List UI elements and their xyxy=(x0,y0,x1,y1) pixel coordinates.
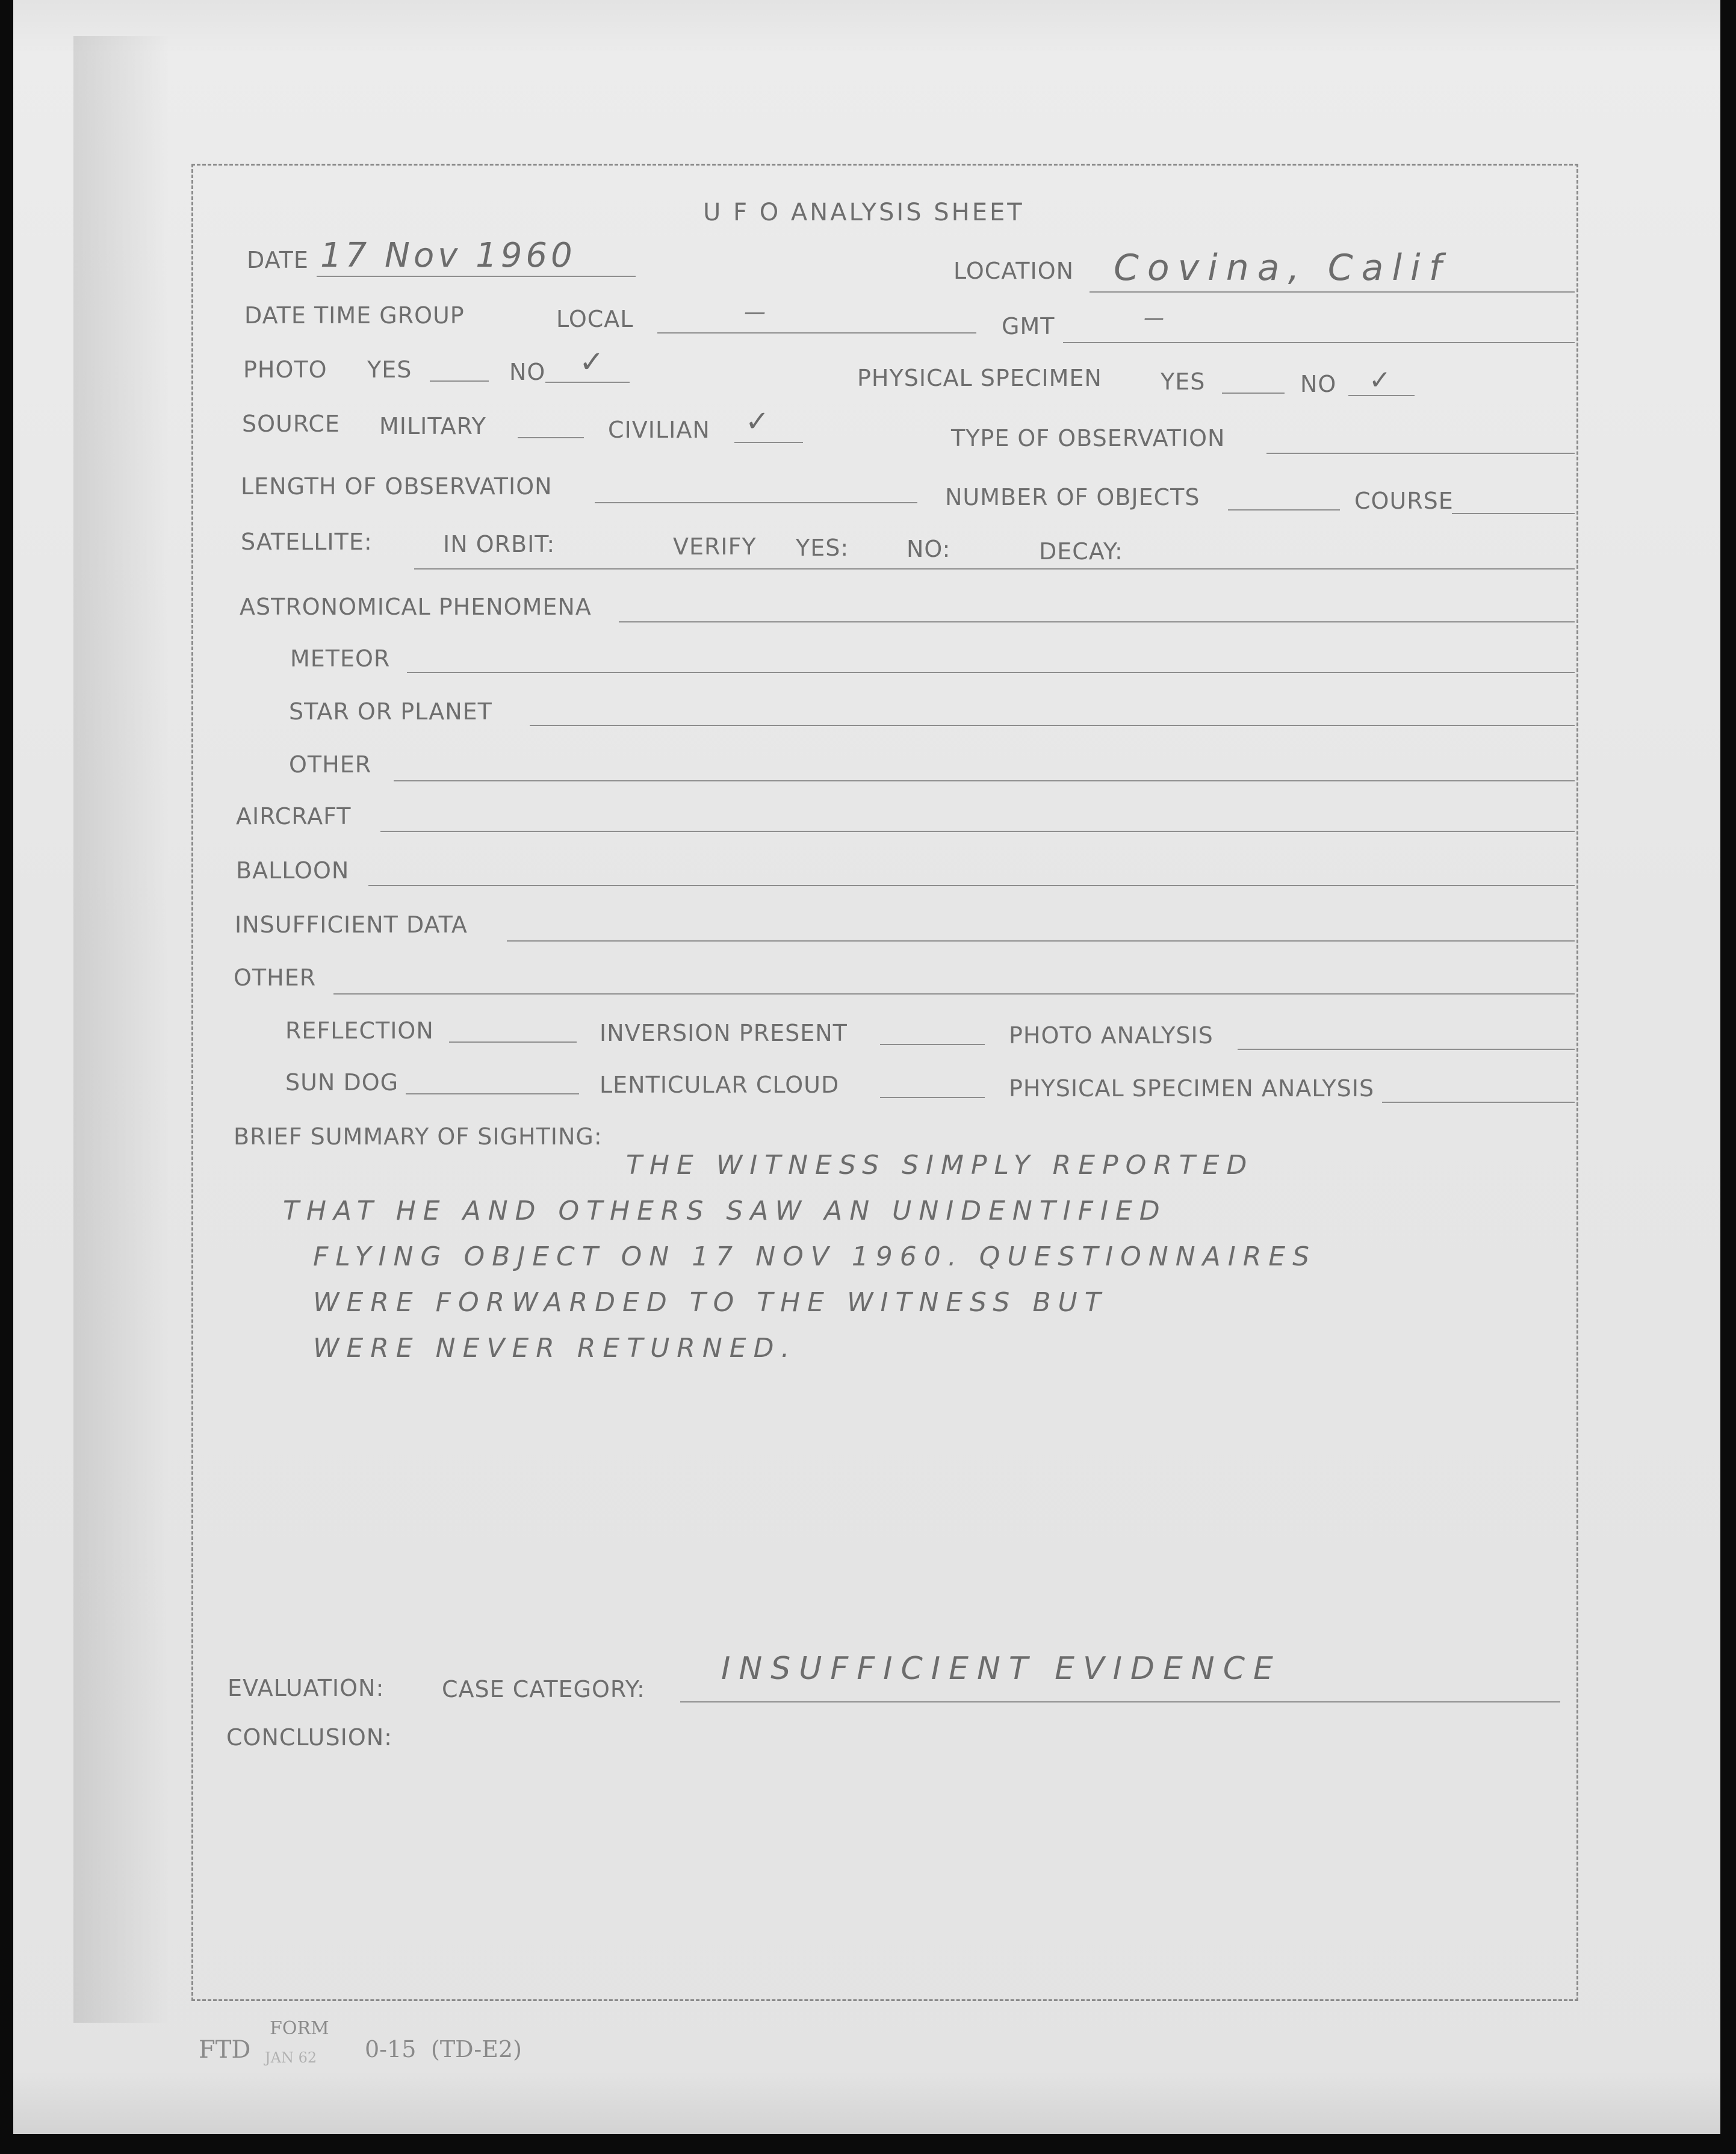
gmt-line xyxy=(1063,342,1575,343)
astronomical-other-line xyxy=(394,780,1575,781)
sun-dog-label: SUN DOG xyxy=(285,1069,399,1096)
military-label: MILITARY xyxy=(379,413,486,439)
reflection-line xyxy=(449,1041,577,1043)
other-line xyxy=(333,993,1575,995)
location-label: LOCATION xyxy=(953,258,1074,284)
satellite-label: SATELLITE: xyxy=(241,529,373,555)
inversion-present-line xyxy=(880,1044,985,1045)
physical-specimen-analysis-line xyxy=(1382,1102,1575,1103)
decay-label: DECAY: xyxy=(1039,538,1123,565)
evaluation-label: EVALUATION: xyxy=(228,1675,385,1701)
case-category-line xyxy=(680,1701,1560,1702)
course-line xyxy=(1452,513,1575,514)
type-of-observation-line xyxy=(1266,453,1575,454)
photo-analysis-line xyxy=(1238,1049,1575,1050)
in-orbit-label: IN ORBIT: xyxy=(443,531,556,557)
photo-yes-line xyxy=(430,380,489,382)
footer-form-number: 0-15 xyxy=(365,2036,417,2062)
date-line xyxy=(317,276,636,277)
summary-line-3: FLYING OBJECT ON 17 NOV 1960. QUESTIONNAIRES xyxy=(313,1241,1316,1272)
civilian-checkmark: ✓ xyxy=(745,405,776,438)
balloon-label: BALLOON xyxy=(236,857,350,884)
form-title: U F O ANALYSIS SHEET xyxy=(703,199,1025,226)
photo-no-line xyxy=(545,382,630,383)
inversion-present-label: INVERSION PRESENT xyxy=(600,1020,848,1046)
satellite-line xyxy=(414,568,1575,570)
type-of-observation-label: TYPE OF OBSERVATION xyxy=(951,425,1226,452)
astronomical-phenomena-label: ASTRONOMICAL PHENOMENA xyxy=(240,594,592,620)
summary-line-4: WERE FORWARDED TO THE WITNESS BUT xyxy=(313,1287,1108,1318)
date-label: DATE xyxy=(247,247,309,273)
insufficient-data-line xyxy=(507,940,1575,942)
top-shading xyxy=(13,0,1720,54)
lenticular-cloud-label: LENTICULAR CLOUD xyxy=(600,1072,840,1098)
physical-specimen-label: PHYSICAL SPECIMEN xyxy=(857,365,1102,391)
military-line xyxy=(518,437,584,438)
footer-office: (TD-E2) xyxy=(431,2036,522,2062)
location-line xyxy=(1090,291,1575,293)
photo-no-label: NO xyxy=(509,359,546,385)
case-category-value: INSUFFICIENT EVIDENCE xyxy=(721,1651,1282,1687)
summary-line-5: WERE NEVER RETURNED. xyxy=(313,1333,797,1364)
star-or-planet-label: STAR OR PLANET xyxy=(289,698,492,725)
sun-dog-line xyxy=(406,1093,579,1094)
number-of-objects-line xyxy=(1228,509,1340,511)
verify-label: VERIFY xyxy=(673,533,757,560)
photo-label: PHOTO xyxy=(243,356,327,383)
verify-no-label: NO: xyxy=(907,536,951,562)
local-line xyxy=(657,332,976,334)
summary-text xyxy=(259,1143,1583,1371)
star-or-planet-line xyxy=(530,725,1575,726)
number-of-objects-label: NUMBER OF OBJECTS xyxy=(945,484,1200,511)
gmt-label: GMT xyxy=(1002,313,1055,340)
left-shading xyxy=(73,36,170,2023)
conclusion-label: CONCLUSION: xyxy=(226,1724,392,1751)
astronomical-phenomena-line xyxy=(619,621,1575,622)
summary-line-2: THAT HE AND OTHERS SAW AN UNIDENTIFIED xyxy=(283,1196,1167,1226)
date-time-group-label: DATE TIME GROUP xyxy=(244,302,465,329)
verify-yes-label: YES: xyxy=(796,535,849,561)
lenticular-cloud-line xyxy=(880,1097,985,1098)
gmt-value: — xyxy=(1144,306,1170,330)
civilian-line xyxy=(734,442,803,443)
local-label: LOCAL xyxy=(556,306,634,332)
footer-ftd: FTD xyxy=(199,2036,251,2064)
case-category-label: CASE CATEGORY: xyxy=(442,1676,645,1702)
balloon-line xyxy=(368,885,1575,886)
specimen-no-checkmark: ✓ xyxy=(1369,365,1397,396)
aircraft-label: AIRCRAFT xyxy=(236,803,352,830)
insufficient-data-label: INSUFFICIENT DATA xyxy=(235,911,468,938)
date-value: 17 Nov 1960 xyxy=(320,236,576,275)
brief-summary-label: BRIEF SUMMARY OF SIGHTING: xyxy=(234,1123,603,1150)
length-of-observation-label: LENGTH OF OBSERVATION xyxy=(241,473,553,500)
course-label: COURSE xyxy=(1354,488,1454,514)
footer-form-word: FORM xyxy=(270,2018,329,2039)
meteor-label: METEOR xyxy=(290,645,391,672)
specimen-no-label: NO xyxy=(1300,371,1337,397)
aircraft-line xyxy=(380,831,1575,832)
photo-analysis-label: PHOTO ANALYSIS xyxy=(1009,1022,1214,1049)
astronomical-other-label: OTHER xyxy=(289,751,372,778)
physical-specimen-analysis-label: PHYSICAL SPECIMEN ANALYSIS xyxy=(1009,1075,1375,1102)
footer-date-code: JAN 62 xyxy=(265,2049,317,2066)
specimen-yes-label: YES xyxy=(1161,368,1206,395)
photo-yes-label: YES xyxy=(367,356,412,383)
location-value: Covina, Calif xyxy=(1114,247,1450,289)
meteor-line xyxy=(407,672,1575,673)
other-label: OTHER xyxy=(234,964,317,991)
summary-line-1: THE WITNESS SIMPLY REPORTED xyxy=(626,1150,1254,1181)
bottom-shading xyxy=(13,2071,1720,2134)
reflection-label: REFLECTION xyxy=(285,1017,434,1044)
photo-no-checkmark: ✓ xyxy=(579,344,610,379)
local-value: — xyxy=(744,300,772,324)
length-of-observation-line xyxy=(595,502,917,503)
source-label: SOURCE xyxy=(242,411,340,437)
civilian-label: CIVILIAN xyxy=(608,417,710,443)
specimen-yes-line xyxy=(1222,393,1285,394)
